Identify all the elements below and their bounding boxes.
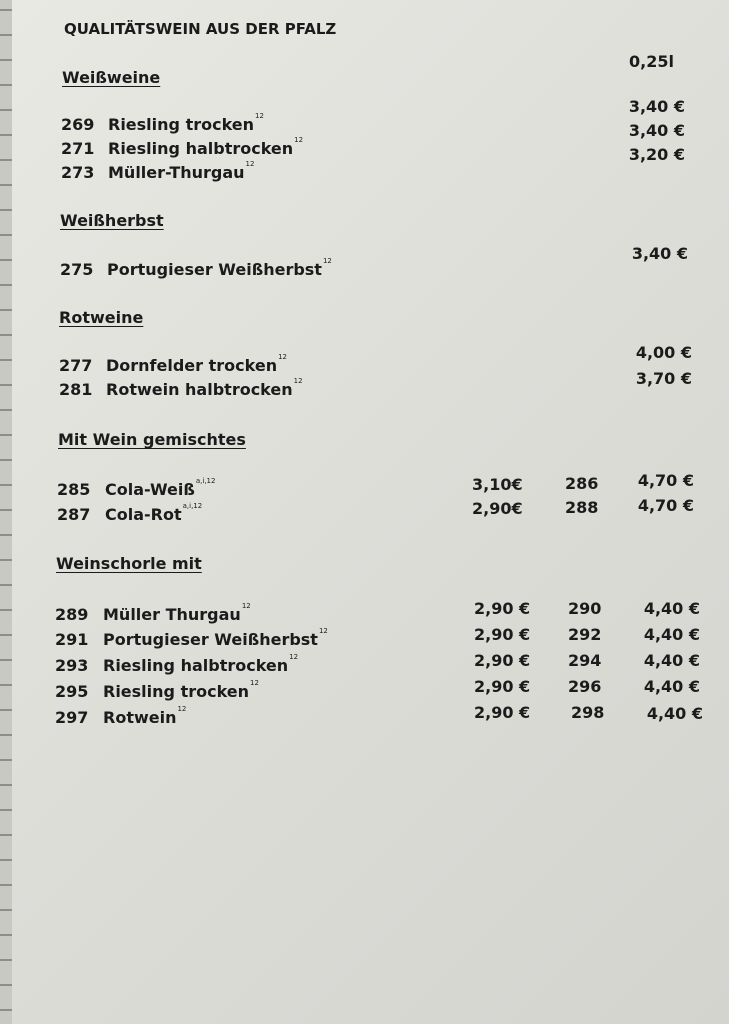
- item-price: 3,20 €: [628, 145, 685, 164]
- item-number: 289: [55, 605, 89, 624]
- item-price-small: 3,10€: [472, 475, 523, 494]
- item-price: 3,40 €: [631, 244, 688, 263]
- item-price: 4,40 €: [646, 704, 703, 723]
- item-price-small: 2,90 €: [474, 625, 531, 644]
- allergen-note: 12: [294, 136, 304, 144]
- item-price: 4,40 €: [643, 625, 700, 644]
- item-name: Dornfelder trocken$^{12}$: [106, 353, 288, 375]
- item-price: 3,70 €: [635, 369, 692, 388]
- allergen-note: 12: [318, 627, 328, 635]
- item-name: Riesling halbtrocken$^{12}$: [103, 653, 299, 675]
- volume-header: 0,25l: [629, 52, 674, 71]
- item-number: 293: [55, 656, 89, 675]
- item-name: Rotwein$^{12}$: [103, 705, 187, 727]
- item-name: Portugieser Weißherbst$^{12}$: [107, 257, 332, 279]
- allergen-note: 12: [241, 602, 251, 610]
- item-name: Riesling halbtrocken$^{12}$: [108, 136, 304, 158]
- item-price: 4,40 €: [643, 651, 700, 670]
- item-price-small: 2,90 €: [474, 599, 531, 618]
- item-price-small: 2,90 €: [474, 703, 531, 722]
- item-price-small: 2,90 €: [474, 677, 531, 696]
- item-number: 287: [57, 505, 91, 524]
- item-number: 275: [60, 260, 94, 279]
- section-heading-weinschorle-mit: Weinschorle mit: [56, 554, 202, 573]
- allergen-note: 12: [278, 353, 288, 361]
- item-price: 4,40 €: [643, 599, 700, 618]
- section-heading-weissherbst: Weißherbst: [60, 211, 164, 230]
- item-price-small: 2,90 €: [474, 651, 531, 670]
- item-number: 273: [61, 163, 95, 182]
- allergen-note: 12: [250, 679, 259, 687]
- item-name: Müller Thurgau$^{12}$: [103, 602, 251, 624]
- allergen-note: 12: [245, 160, 255, 168]
- allergen-note: 12: [322, 257, 332, 265]
- item-number-large: 294: [568, 651, 602, 670]
- item-name: Cola-Rot$^{a,i,12}$: [105, 502, 203, 524]
- item-number-large: 290: [568, 599, 602, 618]
- item-number-large: 292: [568, 625, 602, 644]
- item-number: 277: [59, 356, 93, 375]
- allergen-note: 12: [293, 377, 303, 385]
- item-number: 271: [61, 139, 95, 158]
- section-heading-weissweine: Weißweine: [62, 68, 161, 87]
- item-number-large: 286: [565, 474, 599, 493]
- item-price: 4,70 €: [637, 496, 694, 515]
- item-number-large: 288: [565, 498, 599, 517]
- item-price: 4,70 €: [637, 471, 694, 490]
- menu-page: [12, 0, 729, 1024]
- page-title: QUALITÄTSWEIN AUS DER PFALZ: [64, 20, 337, 38]
- item-name: Rotwein halbtrocken$^{12}$: [106, 377, 303, 399]
- item-number: 291: [55, 630, 89, 649]
- item-name: Portugieser Weißherbst$^{12}$: [103, 627, 328, 649]
- item-price: 4,40 €: [643, 677, 700, 696]
- item-number-large: 298: [571, 703, 605, 722]
- item-price: 4,00 €: [635, 343, 692, 362]
- allergen-note: 12: [289, 653, 299, 661]
- item-number: 295: [55, 682, 89, 701]
- item-name: Riesling trocken$^{12}$: [108, 112, 264, 134]
- item-number: 281: [59, 380, 93, 399]
- item-name: Riesling trocken$^{12}$: [103, 679, 259, 701]
- allergen-note: a,i,12: [182, 502, 203, 510]
- item-price: 3,40 €: [628, 121, 685, 140]
- spiral-binding: [0, 0, 12, 1024]
- section-heading-rotweine: Rotweine: [59, 308, 144, 327]
- item-number: 269: [61, 115, 95, 134]
- allergen-note: 12: [255, 112, 264, 120]
- item-number-large: 296: [568, 677, 602, 696]
- item-price: 3,40 €: [628, 97, 685, 116]
- item-name: Müller-Thurgau$^{12}$: [108, 160, 255, 182]
- allergen-note: a,i,12: [195, 477, 216, 485]
- item-name: Cola-Weiß$^{a,i,12}$: [105, 477, 216, 499]
- section-heading-mit-wein-gemischtes: Mit Wein gemischtes: [58, 430, 246, 449]
- item-price-small: 2,90€: [472, 499, 523, 518]
- item-number: 285: [57, 480, 91, 499]
- item-number: 297: [55, 708, 89, 727]
- allergen-note: 12: [177, 705, 187, 713]
